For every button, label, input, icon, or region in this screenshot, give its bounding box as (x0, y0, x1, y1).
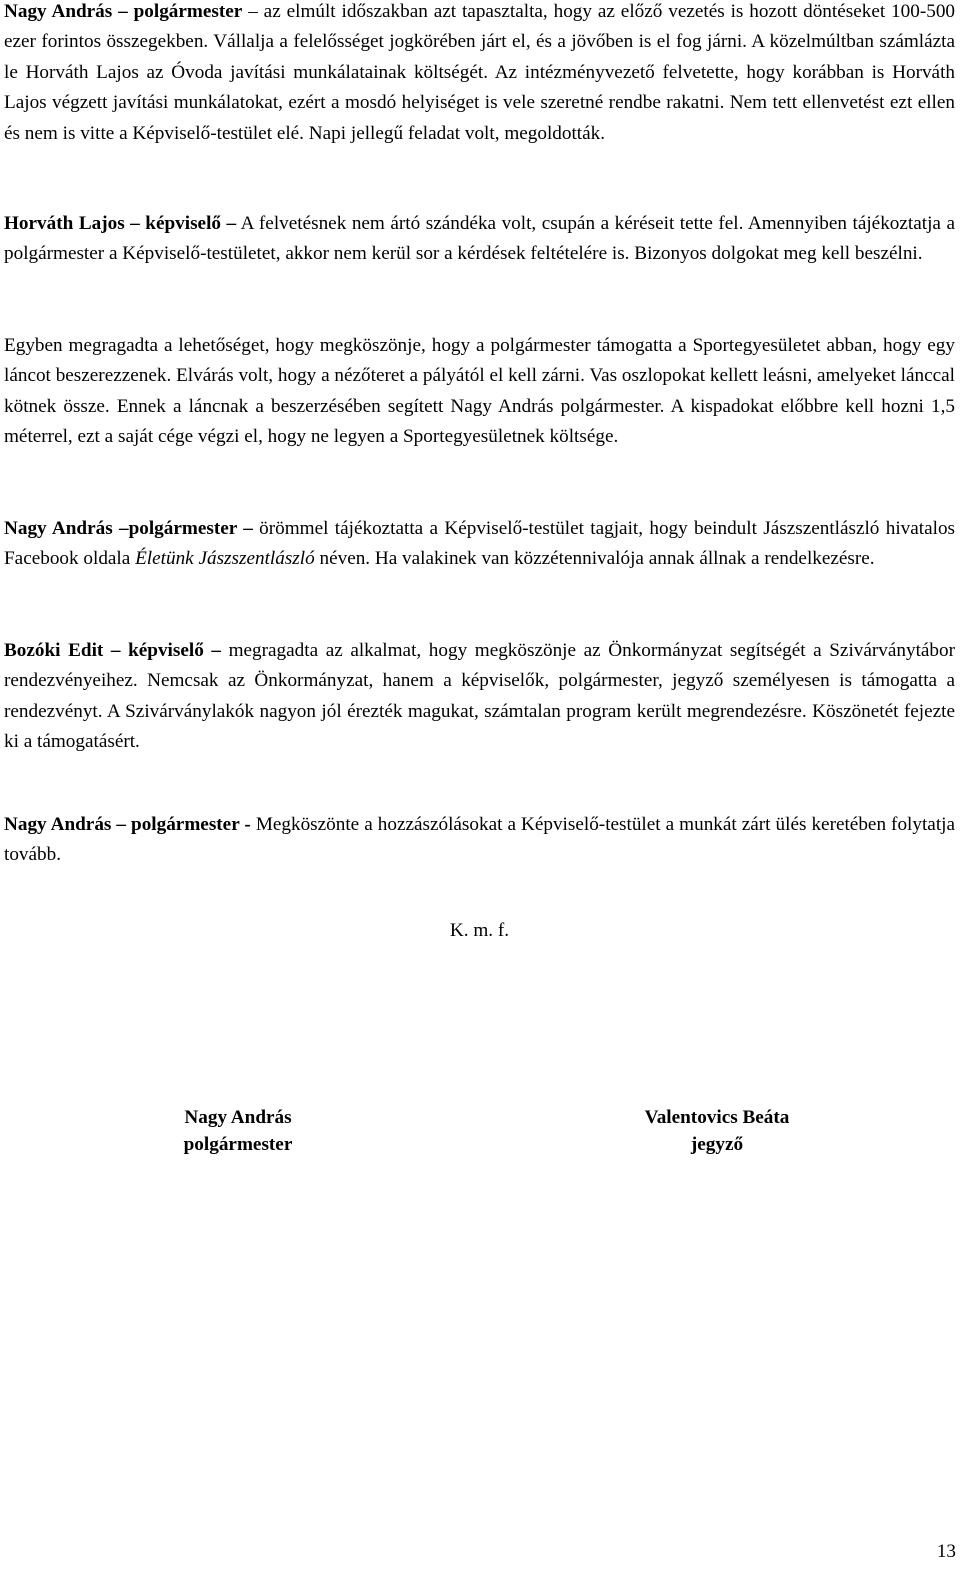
paragraph-text: A felvetésnek nem ártó szándéka volt, csupán a kéréseit tette fel. Amennyiben tájékoztatja a polgármester a Képviselő-testületet, akkor nem kerül sor a kérdések feltételére is. Bizonyos dolgokat meg kell beszélni. (4, 213, 955, 265)
paragraph-text: – az elmúlt időszakban azt tapasztalta, hogy az előző vezetés is hozott döntéseket 100-500 ezer forintos összegekben. Vállalja a felelősséget jogkörében járt el, és a jövőben is el fog járni. A közelmúltban számlázta le Horváth Lajos az Óvoda javítási munkálatainak költségét. Az intézményvezető felvetette, hogy korábban is Horváth Lajos végzett javítási munkálatokat, ezért a mosdó helyiséget is vele szeretné rendbe rakatni. Nem tett ellenvetést ezt ellen és nem is vitte a Képviselő-testület elé. Napi jellegű feladat volt, megoldották. (4, 1, 956, 144)
paragraph-text: Egyben megragadta a lehetőséget, hogy megköszönje, hogy a polgármester támogatta a Sportegyesületet abban, hogy egy láncot beszerezzenek. Elvárás volt, hogy a nézőteret a pályától el kell zárni. Vas oszlopokat kellett leásni, amelyeket lánccal kötnek össze. Ennek a láncnak a beszerzésében segített Nagy András polgármester. A kispadokat előbbre kell hozni 1,5 méterrel, ezt a saját cége végzi el, hogy ne legyen a Sportegyesületnek költsége. (4, 335, 955, 448)
paragraph-text: örömmel tájékoztatta a Képviselő-testület tagjait, hogy beindult Jászszentlászló hivatalos Facebook oldala (4, 518, 955, 570)
facebook-page-name: Életünk Jászszentlászló (135, 548, 315, 570)
paragraph-facebook-announcement (4, 514, 955, 575)
speaker-name: Horváth Lajos – képviselő – (4, 213, 237, 234)
paragraph-text: Megköszönte a hozzászólásokat a Képviselő-testület a munkát zárt ülés keretében folytatja tovább. (4, 814, 955, 866)
speaker-name: Nagy András – polgármester - (4, 814, 251, 835)
paragraph-text: néven. Ha valakinek van közzétennivalója annak állnak a rendelkezésre. (314, 548, 875, 570)
signature-title: polgármester (183, 1134, 293, 1155)
speaker-name: Nagy András – polgármester (4, 1, 243, 22)
signature-name: Valentovics Beáta (644, 1107, 790, 1128)
paragraph-mayor-statement (4, 0, 955, 149)
paragraph-closing-statement (4, 810, 955, 871)
paragraph-sport-association (4, 331, 955, 453)
paragraph-horvath-statement (4, 209, 955, 270)
page-number: 13 (936, 1541, 956, 1562)
signature-name: Nagy András (184, 1107, 292, 1128)
speaker-name: Nagy András –polgármester – (4, 518, 253, 539)
signature-title: jegyző (690, 1134, 744, 1155)
speaker-name: Bozóki Edit – képviselő – (4, 640, 221, 661)
signature-block-notary (622, 1104, 812, 1158)
paragraph-bozoki-statement (4, 636, 955, 758)
signature-block-mayor (168, 1104, 308, 1158)
closing-kmf: K. m. f. (449, 920, 510, 941)
paragraph-text: megragadta az alkalmat, hogy megköszönje az Önkormányzat segítségét a Szivárványtábor rendezvényeihez. Nemcsak az Önkormányzat, hanem a képviselők, polgármester, jegyző személyesen is támogatta a rendezvényt. A Szivárványlakók nagyon jól érezték magukat, számtalan program került megrendezésre. Köszönetét fejezte ki a támogatásért. (4, 640, 956, 753)
